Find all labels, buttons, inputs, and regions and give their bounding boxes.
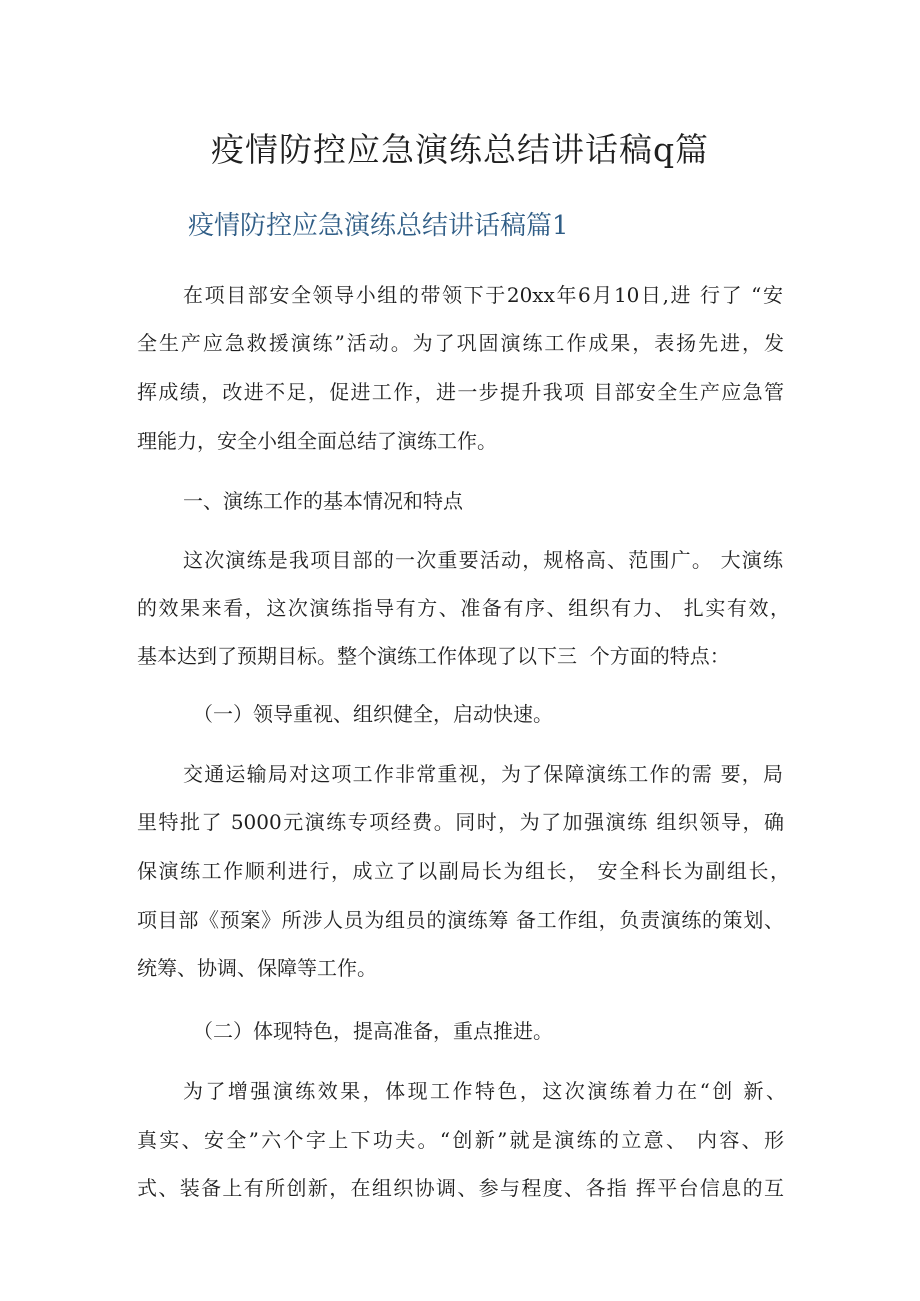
paragraph-line: 为了增强演练效果，体现工作特色，这次演练着力在“创 新、 [183,1079,786,1103]
section-heading: 疫情防控应急演练总结讲话稿篇1 [188,211,569,241]
paragraph-line: 基本达到了预期目标。整个演练工作体现了以下三 个方面的特点： [137,644,730,668]
subsection-heading-1: （一）领导重视、组织健全，启动快速。 [193,702,553,726]
paragraph-line: 式、装备上有所创新，在组织协调、参与程度、各指 挥平台信息的互 [137,1176,784,1200]
paragraph-line: 的效果来看，这次演练指导有方、准备有序、组织有力、 扎实有效， [137,596,790,620]
paragraph-line: 项目部《预案》所涉人员为组员的演练筹 备工作组，负责演练的策划、 [137,908,784,932]
document-title: 疫情防控应急演练总结讲话稿q篇 [210,130,710,169]
paragraph-line: 挥成绩，改进不足，促进工作，进一步提升我项 目部安全生产应急管 [137,380,784,404]
paragraph-line: 真实、安全”六个字上下功夫。“创新”就是演练的立意、 内容、形 [137,1128,784,1152]
paragraph-line: 里特批了 5000元演练专项经费。同时，为了加强演练 组织领导，确 [137,810,784,834]
subsection-heading-2: （二）体现特色，提高准备，重点推进。 [193,1019,553,1043]
paragraph-line: 保演练工作顺利进行，成立了以副局长为组长， 安全科长为副组长， [137,859,790,883]
section-heading-1: 一、演练工作的基本情况和特点 [183,489,463,513]
paragraph-line: 在项目部安全领导小组的带领下于20xx年6月10日,进 行了 “安 [183,283,783,307]
paragraph-line: 全生产应急救援演练”活动。为了巩固演练工作成果，表扬先进，发 [137,331,784,355]
paragraph-line: 这次演练是我项目部的一次重要活动，规格高、范围广。 大演练 [183,548,783,572]
paragraph-line: 理能力，安全小组全面总结了演练工作。 [137,429,497,453]
paragraph-line: 交通运输局对这项工作非常重视，为了保障演练工作的需 要，局 [183,762,783,786]
paragraph-line: 统筹、协调、保障等工作。 [137,956,377,980]
